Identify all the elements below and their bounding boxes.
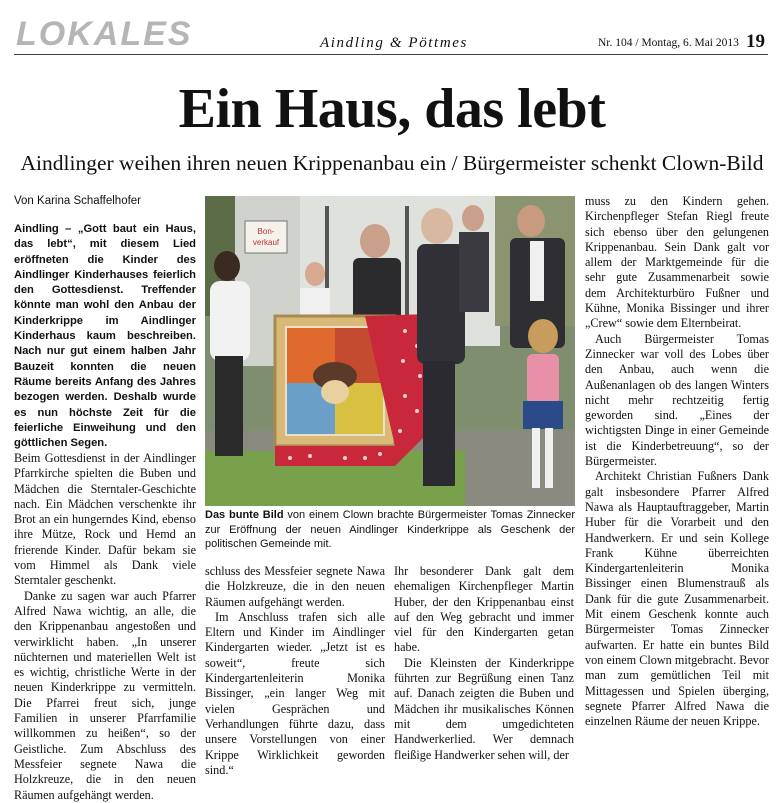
lead-paragraph-block: [14, 222, 196, 451]
column-3: [394, 564, 574, 763]
body-paragraph: Im Anschluss trafen sich alle Eltern und Kinder im Aindlinger Kindergarten wieder. „Jetzt ist es soweit“, freute sich Kindergartenleiterin Monika Bissinger, „ein langer Weg mit vielen Gesprächen und Verhandlungen führte dazu, dass unsere Vorstellungen von einer Krippe Wirklichkeit geworden sind.“: [205, 609, 385, 777]
subheadline: Aindlinger weihen ihren neuen Krippenanbau ein / Bürgermeister schenkt Clown-Bild: [20, 151, 764, 175]
body-paragraph-continued: schluss des Messfeier segnete Nawa die Holzkreuze, die in den neuen Räumen aufgehängt werden.: [205, 564, 385, 609]
svg-text:verkauf: verkauf: [252, 238, 280, 247]
lead-paragraph: Aindling – „Gott baut ein Haus, das lebt“, mit diesem Lied eröffneten die Kinder des Aindlinger Kinderhauses feierlich den Gottesdienst. Treffender könnte man wohl den Anbau der Kinderkrippe im Aindlinger Kinderhaus kaum beschreiben. Nach nur gut einem halben Jahr Bauzeit konnten die neuen Räume bereits Anfang des Jahres bezogen werden. Deshalb wurde es nun höchste Zeit für die feierliche Einweihung und den göttlichen Segen.: [14, 223, 196, 450]
author-line: Von Karina Schaffelhofer: [14, 195, 142, 207]
caption-text: von einem Clown brachte Bürgermeister Tomas Zinnecker zur Eröffnung der neuen Aindlinger Kinderkrippe als Geschenk der politischen Gemeinde mit.: [205, 509, 575, 550]
column-1: [14, 451, 196, 803]
region-label: Aindling & Pöttmes: [320, 35, 468, 51]
header-rule: [14, 54, 768, 55]
article-photo: [205, 196, 575, 506]
body-paragraph: Auch Bürgermeister Tomas Zinnecker war voll des Lobes über den Anbau, auch wenn die Außenanlagen ob des langen Winters nicht mehr rechtzeitig fertig geworden sind. „Eines der wichtigsten Dinge in einer Gemeinde ist die Kinderbetreuung“, so der Bürgermeister.: [585, 331, 769, 469]
issue-date: Nr. 104 / Montag, 6. Mai 2013: [598, 37, 739, 49]
headline: Ein Haus, das lebt: [178, 78, 606, 140]
page-header: [0, 0, 784, 56]
column-2: [205, 564, 385, 778]
body-paragraph-continued: muss zu den Kindern gehen. Kirchenpfleger Stefan Riegl freute sich ebenso über den gelungenen Krippenanbau. Sein Dank galt vor allem der Marktgemeinde für die sehr gute Zusammenarbeit sowie dem Architekturbüro Fußner und Kühne, Monika Bissinger und ihrer „Crew“ sowie dem Elternbeirat.: [585, 194, 769, 331]
photo-illustration: [205, 196, 575, 506]
body-paragraph: Danke zu sagen war auch Pfarrer Alfred Nawa wichtig, an alle, die den Krippenanbau angestoßen und verwirklicht haben. „In unserer nüchternen und materiellen Welt ist es wichtig, christliche Werte in der neuen Kinderkrippe zu vermitteln. Die Pfarrei freut sich, junge Familien in unserer Pfarrfamilie willkommen zu heißen“, so der Geistliche. Zum Abschluss des Messfeier segnete Nawa die Holzkreuze, die in den neuen Räumen aufgehängt werden.: [14, 588, 196, 802]
column-4: [585, 194, 769, 729]
body-paragraph: Beim Gottesdienst in der Aindlinger Pfarrkirche spielten die Buben und Mädchen die Sterntaler-Geschichte nach. Ein Mädchen verschenkte ihr Brot an ein hungerndes Kind, ebenso ihre Mütze, Rock und Hemd an frierende Kinder. Dafür bekam sie vom Himmel als Dank viele Sterntaler geschenkt.: [14, 451, 196, 588]
caption-lead: Das bunte Bild: [205, 509, 284, 521]
body-paragraph: Die Kleinsten der Kinderkrippe führten zur Begrüßung einen Tanz auf. Danach zeigten die Buben und Mädchen ihr musikalisches Können mit dem umgedichteten Handwerkerlied. Wer demnach fleißige Handwerker sehen will, der: [394, 655, 574, 762]
body-paragraph: Ihr besonderer Dank galt dem ehemaligen Kirchenpfleger Martin Huber, der den Krippenanbau einst auf den Weg gebracht und immer viel für den Kindergarten getan habe.: [394, 564, 574, 655]
photo-caption: [205, 508, 575, 552]
sign-text: Bon-: [257, 227, 275, 236]
page-number: 19: [746, 31, 765, 52]
section-rubric: LOKALES: [16, 15, 193, 53]
body-paragraph: Architekt Christian Fußners Dank galt insbesondere Pfarrer Alfred Nawa als Hauptauftraggeber, Martin Huber für die Vorarbeit und den Handwerkern. Er und sein Kollege Frank Kühne überreichten Kindergartenleiterin Monika Bissinger einen Blumenstrauß als Dank für die gute Zusammenarbeit. Mit einem Geschenk konnte auch Bürgermeister Tomas Zinnecker aufwarten. Er hatte ein buntes Bild von einem Clown mitgebracht. Bevor man zum gemütlichen Teil mit Mittagessen und Spielen überging, segnete Pfarrer Alfred Nawa die einzelnen Räume der neuen Krippe.: [585, 469, 769, 729]
